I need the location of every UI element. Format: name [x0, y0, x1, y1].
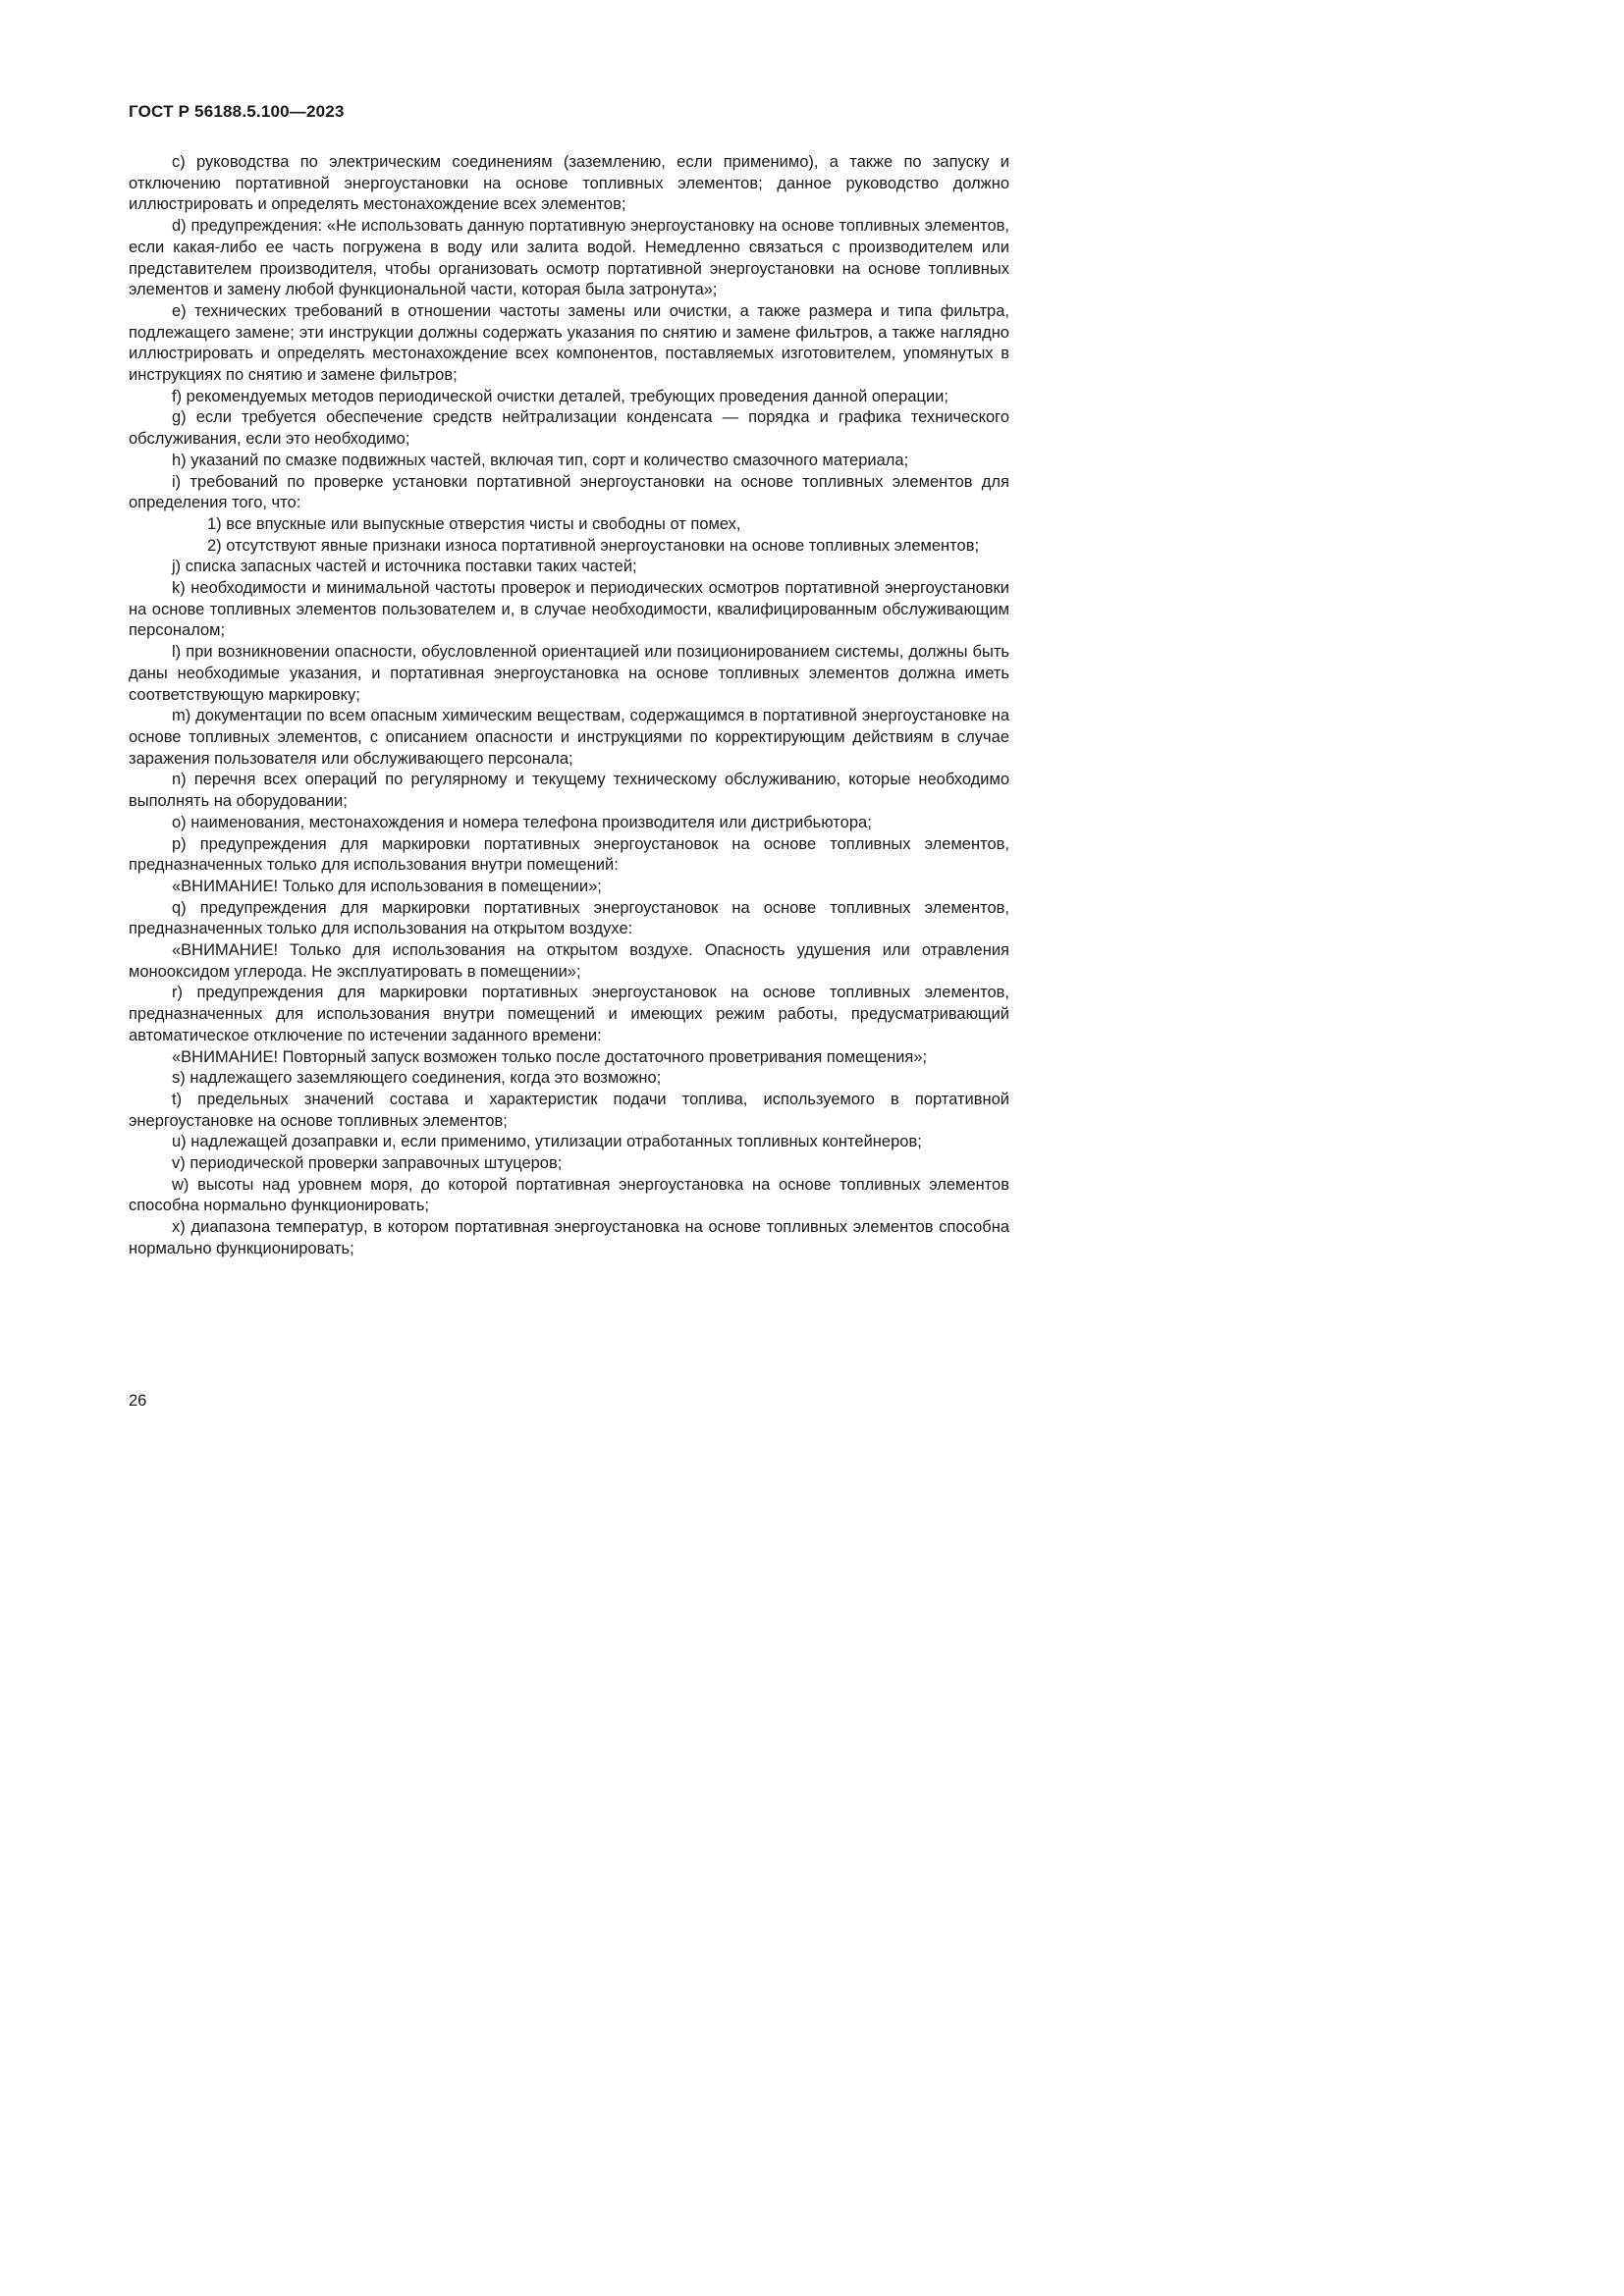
- list-item-m: m) документации по всем опасным химическим веществам, содержащимся в портативной энергоустановке на основе топливных элементов, с описанием опасности и инструкциями по корректирующим действиям в случае заражения пользователя или обслуживающего персонала;: [129, 707, 1009, 768]
- list-item-v: v) периодической проверки заправочных штуцеров;: [172, 1154, 563, 1173]
- list-item-x: x) диапазона температур, в котором портативная энергоустановка на основе топливных элементов способна нормально функционировать;: [129, 1218, 1009, 1257]
- list-item-p: p) предупреждения для маркировки портативных энергоустановок на основе топливных элементов, предназначенных только для использования внутри помещений:: [129, 834, 1009, 875]
- list-item-o: o) наименования, местонахождения и номера телефона производителя или дистрибьютора;: [172, 813, 872, 831]
- page-number: 26: [129, 1392, 147, 1410]
- list-item-q: q) предупреждения для маркировки портативных энергоустановок на основе топливных элементов, предназначенных только для использования на открытом воздухе:: [129, 898, 1009, 938]
- sub-item-2: 2) отсутствуют явные признаки износа портативной энергоустановки на основе топливных элементов;: [207, 536, 980, 555]
- list-item-e: e) технических требований в отношении частоты замены или очистки, а также размера и типа фильтра, подлежащего замене; эти инструкции должны содержать указания по снятию и замене фильтров, а также наглядно иллюстрировать и определять местонахождение всех компонентов, поставляемых изготовителем, упомянутых в инструкциях по снятию и замене фильтров;: [129, 301, 1009, 385]
- list-item-f: f) рекомендуемых методов периодической очистки деталей, требующих проведения данной операции;: [172, 387, 948, 405]
- list-item-r: r) предупреждения для маркировки портативных энергоустановок на основе топливных элементов, предназначенных для использования внутри помещений и имеющих режим работы, предусматривающий автоматическое отключение по истечении заданного времени:: [129, 984, 1009, 1044]
- document-body: [129, 152, 1009, 1260]
- list-item-d: d) предупреждения: «Не использовать данную портативную энергоустановку на основе топливных элементов, если какая-либо ее часть погружена в воду или залита водой. Немедленно связаться с производителем или представителем производителя, чтобы организовать осмотр портативной энергоустановки на основе топливных элементов и замену любой функциональной части, которая была затронута»;: [129, 217, 1009, 299]
- sub-item-1: 1) все впускные или выпускные отверстия чисты и свободны от помех,: [207, 514, 741, 533]
- list-item-l: l) при возникновении опасности, обусловленной ориентацией или позиционированием системы, должны быть даны необходимые указания, и портативная энергоустановка на основе топливных элементов должна иметь соответствующую маркировку;: [129, 643, 1009, 704]
- list-item-i: i) требований по проверке установки портативной энергоустановки на основе топливных элементов для определения того, что:: [129, 472, 1009, 512]
- document-page: [0, 0, 1083, 1531]
- list-item-k: k) необходимости и минимальной частоты проверок и периодических осмотров портативной энергоустановки на основе топливных элементов пользователем и, в случае необходимости, квалифицированным обслуживающим персоналом;: [129, 579, 1009, 640]
- list-item-g: g) если требуется обеспечение средств нейтрализации конденсата — порядка и графика технического обслуживания, если это необходимо;: [129, 408, 1009, 449]
- warning-restart: «ВНИМАНИЕ! Повторный запуск возможен только после достаточного проветривания помещения»;: [172, 1047, 928, 1066]
- standard-header: ГОСТ Р 56188.5.100—2023: [129, 102, 345, 121]
- list-item-u: u) надлежащей дозаправки и, если применимо, утилизации отработанных топливных контейнеров;: [172, 1133, 922, 1151]
- list-item-n: n) перечня всех операций по регулярному и текущему техническому обслуживанию, которые необходимо выполнять на оборудовании;: [129, 771, 1009, 811]
- list-item-s: s) надлежащего заземляющего соединения, когда это возможно;: [172, 1069, 662, 1088]
- list-item-h: h) указаний по смазке подвижных частей, включая тип, сорт и количество смазочного материала;: [172, 451, 909, 469]
- warning-outdoor: «ВНИМАНИЕ! Только для использования на открытом воздухе. Опасность удушения или отравления монооксидом углерода. Не эксплуатировать в помещении»;: [129, 941, 1009, 981]
- list-item-j: j) списка запасных частей и источника поставки таких частей;: [172, 558, 637, 576]
- list-item-t: t) предельных значений состава и характеристик подачи топлива, используемого в портативной энергоустановке на основе топливных элементов;: [129, 1090, 1009, 1130]
- list-item-c: c) руководства по электрическим соединениям (заземлению, если применимо), а также по запуску и отключению портативной энергоустановки на основе топливных элементов; данное руководство должно иллюстрировать и определять местонахождение всех элементов;: [129, 153, 1009, 214]
- warning-indoor: «ВНИМАНИЕ! Только для использования в помещении»;: [172, 877, 602, 895]
- list-item-w: w) высоты над уровнем моря, до которой портативная энергоустановка на основе топливных элементов способна нормально функционировать;: [129, 1175, 1009, 1215]
